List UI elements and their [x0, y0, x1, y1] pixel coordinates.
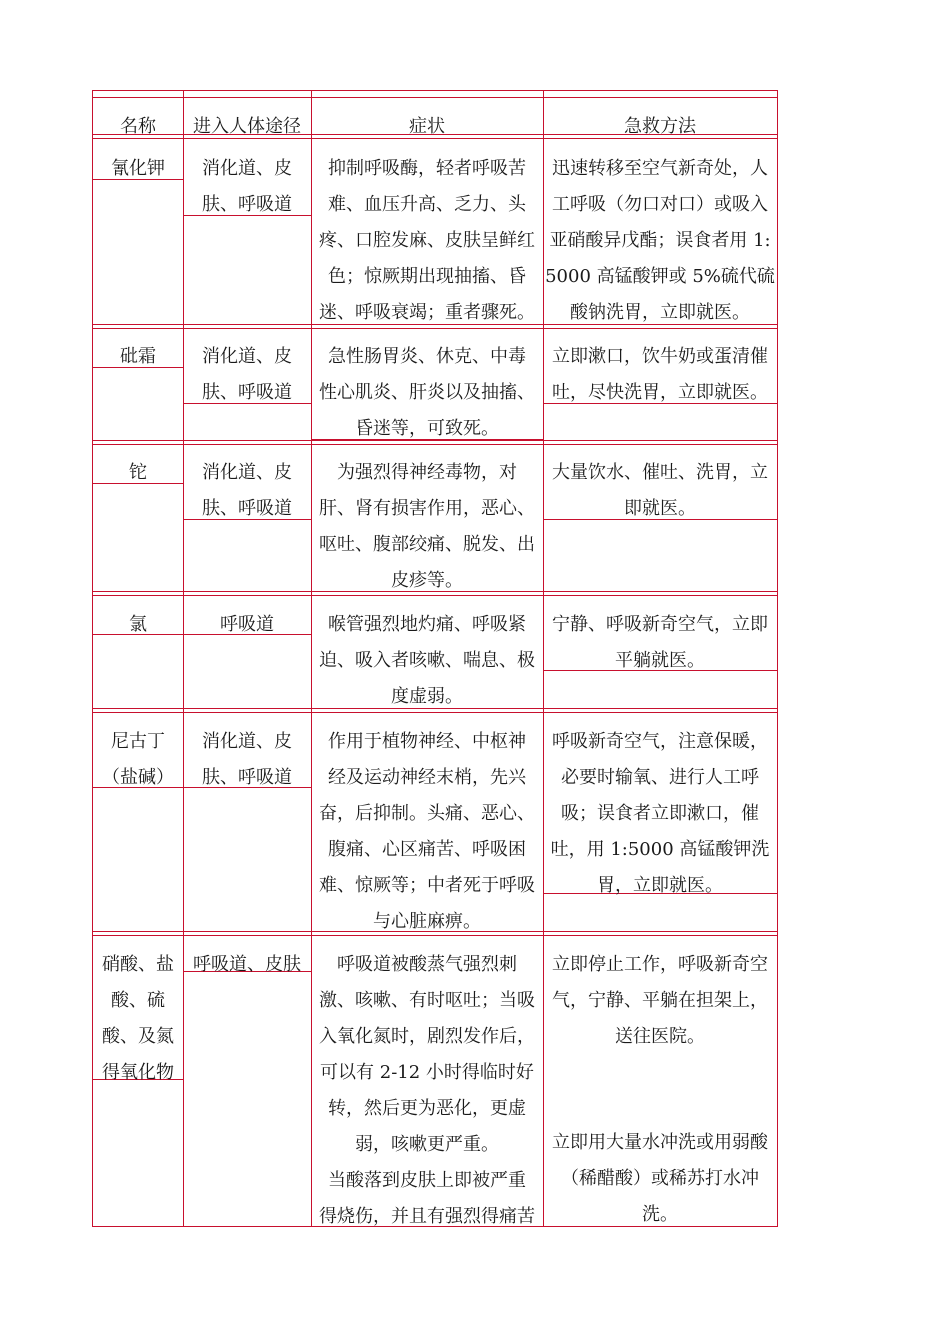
row-6-first-aid: 立即停止工作，呼吸新奇空 气，宁静、平躺在担架上， 送往医院。: [552, 954, 768, 1047]
row-5-name: 尼古丁 （盐碱）: [102, 731, 174, 788]
row-3-first-aid: 大量饮水、催吐、洗胃，立 即就医。: [552, 462, 768, 519]
row-2-route: 消化道、皮 肤、呼吸道: [202, 346, 292, 403]
row-5-route: 消化道、皮 肤、呼吸道: [202, 731, 292, 788]
row-6-name: 硝酸、盐 酸、硫 酸、及氮 得氧化物: [102, 954, 174, 1083]
row-3-route: 消化道、皮 肤、呼吸道: [202, 462, 292, 519]
row-1-name: 氰化钾: [111, 158, 165, 179]
row-4-first-aid: 宁静、呼吸新奇空气，立即 平躺就医。: [552, 614, 768, 671]
row-5-symptoms: 作用于植物神经、中枢神 经及运动神经末梢，先兴 奋，后抑制。头痛、恶心、 腹痛、心区痛苦、呼吸困 难、惊厥等；中者死于呼吸 与心脏麻痹。: [319, 731, 535, 932]
row-1-symptoms: 抑制呼吸酶，轻者呼吸苦 难、血压升高、乏力、头 疼、口腔发麻、皮肤呈鲜红 色；惊厥期出现抽搐、昏 迷、呼吸衰竭；重者骤死。: [319, 158, 535, 323]
row-rule: [93, 97, 777, 98]
header-symptoms: 症状: [409, 116, 445, 137]
row-6-route: 呼吸道、皮肤: [193, 954, 301, 975]
row-2-first-aid: 立即漱口，饮牛奶或蛋清催 吐，尽快洗胃，立即就医。: [552, 346, 768, 403]
header-name: 名称: [120, 116, 156, 137]
poison-first-aid-table: [92, 90, 778, 1227]
row-2-name: 砒霜: [120, 346, 156, 367]
column-divider: [183, 91, 184, 1226]
row-6-symptoms: 呼吸道被酸蒸气强烈刺 激、咳嗽、有时呕吐；当吸 入氧化氮时，剧烈发作后， 可以有 2-12 小时得临时好 转，然后更为恶化，更虚 弱，咳嗽更严重。 当酸落到皮肤上即被严重 得烧伤，并且有强烈得痛苦: [319, 954, 535, 1227]
header-first-aid: 急救方法: [624, 116, 696, 137]
row-3-name: 铊: [129, 462, 147, 483]
header-route: 进入人体途径: [193, 116, 301, 137]
row-5-first-aid: 呼吸新奇空气，注意保暖， 必要时输氧、进行人工呼 吸；误食者立即漱口，催 吐，用 1:5000 高锰酸钾洗 胃，立即就医。: [550, 731, 770, 896]
row-1-first-aid: 迅速转移至空气新奇处，人 工呼吸（勿口对口）或吸入 亚硝酸异戊酯；误食者用 1: 5000 高锰酸钾或 5%硫代硫 酸钠洗胃，立即就医。: [545, 158, 775, 323]
row-1-route: 消化道、皮 肤、呼吸道: [202, 158, 292, 215]
row-3-symptoms: 为强烈得神经毒物，对 肝、肾有损害作用，恶心、 呕吐、腹部绞痛、脱发、出 皮疹等。: [319, 462, 535, 591]
row-2-symptoms: 急性肠胃炎、休克、中毒 性心肌炎、肝炎以及抽搐、 昏迷等，可致死。: [319, 346, 535, 439]
row-6-first-aid-skin: 立即用大量水冲洗或用弱酸 （稀醋酸）或稀苏打水冲 洗。: [552, 1132, 768, 1225]
row-4-name: 氯: [129, 614, 147, 635]
row-4-route: 呼吸道: [220, 614, 274, 635]
row-4-symptoms: 喉管强烈地灼痛、呼吸紧 迫、吸入者咳嗽、喘息、极 度虚弱。: [319, 614, 535, 707]
